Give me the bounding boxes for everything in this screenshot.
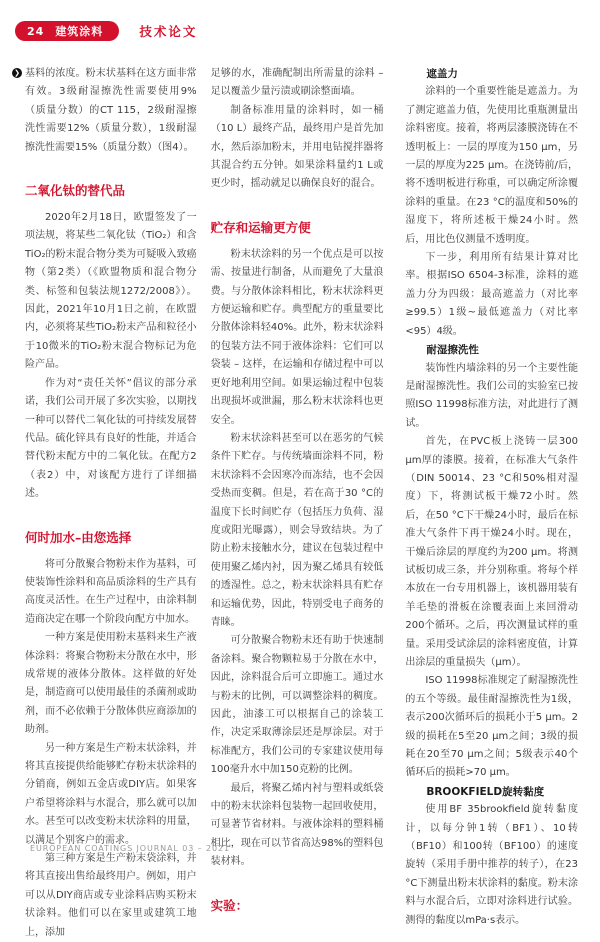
section-heading: 何时加水–由您选择 bbox=[25, 529, 132, 545]
journal-footer: EUROPEAN COATINGS JOURNAL 03 – 2021 bbox=[30, 844, 230, 853]
paragraph: 使用BF 35brookfield旋转黏度计，以每分钟1转（BF1）、10转（BF10）和100转（BF100）的速度旋转（采用手册中推荐的转子），在23 °C下测量出粉末状涂料的黏度。粉末涂料与水混合后，立即对涂料进行试验。测得的黏度以mPa·s表示。 bbox=[405, 804, 579, 926]
sub-heading: 遮盖力 bbox=[426, 68, 458, 80]
paragraph: 装饰性内墙涂料的另一个主要性能是耐湿擦洗性。我们公司的实验室已按照ISO 11998标准方法，对此进行了测试。 bbox=[405, 362, 579, 429]
continued-arrow-icon: ❯ bbox=[12, 68, 22, 78]
sub-heading: 耐湿擦洗性 bbox=[426, 344, 479, 357]
paragraph: 足够的水，准确配制出所需量的涂料 – 足以覆盖少量污渍或刷涂整面墙。 bbox=[210, 68, 384, 98]
paragraph: 粉末状涂料甚至可以在恶劣的气候条件下贮存。与传统墙面涂料不同，粉末状涂料不会因寒冷而冻结，也不会因受热而变稠。但是，若在高于30 °C的温度下长时间贮存（包括压力负荷、湿度或阳光曝露），则会导致结块。为了防止粉末接触水分，建议在包装过程中使用聚乙烯内衬，因为聚乙烯具有较低的透湿性。总之，粉末状涂料具有贮存和运输优势，因此，特别受电子商务的青睐。 bbox=[210, 432, 384, 628]
paragraph: 下一步，利用所有结果计算对比率。根据ISO 6504-3标准，涂料的遮盖力分为四级：最高遮盖力（对比率≥99.5）1级~最低遮盖力（对比率<95）4级。 bbox=[405, 252, 579, 337]
column-1 bbox=[14, 65, 197, 942]
article-category: 技术论文 bbox=[139, 24, 198, 39]
paragraph: ISO 11998标准规定了耐湿擦洗性的五个等级。最佳耐湿擦洗性为1级，表示200次循环后的损耗小于5 μm。2级的损耗在5至20 μm之间；3级的损耗在20至70 μm之间；5级表示40个循环后的损耗>70 μm。 bbox=[405, 675, 579, 779]
section-heading: 贮存和运输更方便 bbox=[210, 219, 311, 235]
paragraph: 第三种方案是生产粉末袋涂料，并将其直接出售给最终用户。例如，用户可以从DIY商店或专业涂料店购买粉末状涂料。他们可以在家里或建筑工地上，添加 bbox=[25, 853, 197, 938]
column-3 bbox=[405, 65, 578, 942]
paragraph-text: 基料的浓度。粉末状基料在这方面非常有效。3级耐湿擦洗性需要使用9%（质量分数）的CT 115，2级耐湿擦洗性需要12%（质量分数），1级耐湿擦洗性需要15%（质量分数）（图4）。 bbox=[25, 68, 197, 153]
paragraph: 一种方案是使用粉末基料来生产液体涂料：将聚合物粉末分散在水中，形成常规的液体分散体。这样做的好处是，制造商可以使用最佳的杀菌剂或助剂，而不必依赖于分散体供应商添加的助剂。 bbox=[25, 632, 197, 736]
paragraph: 2020年2月18日，欧盟签发了一项法规，将某些二氧化钛（TiO₂）和含TiO₂的粉末混合物分类为可疑吸入致癌物（第2类）（《欧盟物质和混合物分类、标签和包装法规1272/2008》）。因此，2021年10月1日之前，在欧盟内，必须将某些TiO₂粉末产品和粒径小于10微米的TiO₂粉末混合物标记为危险产品。 bbox=[25, 212, 197, 371]
paragraph: 另一种方案是生产粉末状涂料，并将其直接提供给能够贮存粉末状涂料的分销商，例如五金店或DIY店。如果客户希望将涂料与水混合，那么就可以加水。甚至可以改变粉末状涂料的用量，以满足个别客户的需求。 bbox=[25, 742, 197, 846]
page-header bbox=[15, 21, 600, 41]
paragraph: 将可分散聚合物粉末作为基料，可使装饰性涂料和高品质涂料的生产具有高度灵活性。在生产过程中，由涂料制造商决定在哪一个阶段向配方中加水。 bbox=[25, 558, 197, 625]
page-number: 24 bbox=[27, 24, 45, 38]
paragraph: 最后，将聚乙烯内衬与塑料或纸袋中的粉末状涂料包装物一起回收使用，可显著节省材料。与液体涂料的塑料桶相比，现在可以节省高达98%的塑料包装材料。 bbox=[210, 782, 384, 868]
paragraph: 作为对“责任关怀”倡议的部分承诺，我们公司开展了多次实验，以期找一种可以替代二氧化钛的可持续发展替代品。硫化锌具有良好的性能，并适合替代粉末配方中的二氧化钛。在配方2（表2）中，对该配方进行了详细描述。 bbox=[25, 377, 197, 500]
section-title: 建筑涂料 bbox=[55, 25, 104, 38]
paragraph: 首先，在PVC板上浇铸一层300 μm厚的漆膜。接着，在标准大气条件（DIN 50014、23 °C和50%相对湿度）下，将测试板干燥72小时。然后，在50 °C下干燥24小时，最后在标准大气条件下再干燥24小时。现在，干燥后涂层的厚度约为200 μm。将测试板切成三条，并分别称重。将每个样本放在一台专用机器上，该机器用装有羊毛垫的滑板在涂覆表面上来回滑动200个循环。之后，再次测量试样的重量。采用受试涂层的涂料密度值，计算出涂层的重量损失（μm）。 bbox=[405, 436, 579, 668]
column-2 bbox=[211, 65, 384, 942]
section-heading: 实验： bbox=[210, 897, 249, 913]
paragraph: 涂料的一个重要性能是遮盖力。为了测定遮盖力值，先使用比重瓶测量出涂料密度。接着，将两层漆膜浇铸在不透明板上：一层的厚度为150 μm，另一层的厚度为225 μm。在浇铸前/后，将不透明板进行称重，可以确定所涂覆涂料的重量。在23 °C的温度和50%的湿度下，将所述板干燥24小时。然后，用比色仪测量不透明度。 bbox=[405, 86, 579, 245]
paragraph: 制备标准用量的涂料时，如一桶（10 L）最终产品，最终用户是首先加水，然后添加粉末，并用电钻搅拌器将其混合约五分钟。如果涂料量约1 L或更少时，摇动就足以确保良好的混合。 bbox=[210, 104, 384, 190]
sub-heading: BROOKFIELD旋转黏度 bbox=[426, 785, 545, 798]
paragraph: 粉末状涂料的另一个优点是可以按需、按量进行制备，从而避免了大量浪费。与分散体涂料相比，粉末状涂料更方便运输和贮存。典型配方的重量要比分散体涂料轻40%。此外，粉末状涂料的包装方法不同于液体涂料：它们可以袋装 – 这样，在运输和存储过程中可以更好地利用空间。如果运输过程中包装出现损坏或泄漏，那么粉末状涂料也更安全。 bbox=[210, 248, 384, 426]
paragraph: 可分散聚合物粉末还有助于快速制备涂料。聚合物颗粒易于分散在水中，因此，涂料混合后可立即施工。通过水与粉末的比例，可以调整涂料的稠度。因此，油漆工可以根据自己的涂装工作，决定采取薄涂层还是厚涂层。对于标准配方，我们公司的专家建议使用每100毫升水中加150克粉的比例。 bbox=[210, 635, 384, 776]
paragraph bbox=[14, 65, 197, 157]
section-badge bbox=[15, 21, 119, 41]
article-body bbox=[14, 65, 579, 942]
section-heading: 二氧化钛的替代品 bbox=[25, 183, 126, 199]
